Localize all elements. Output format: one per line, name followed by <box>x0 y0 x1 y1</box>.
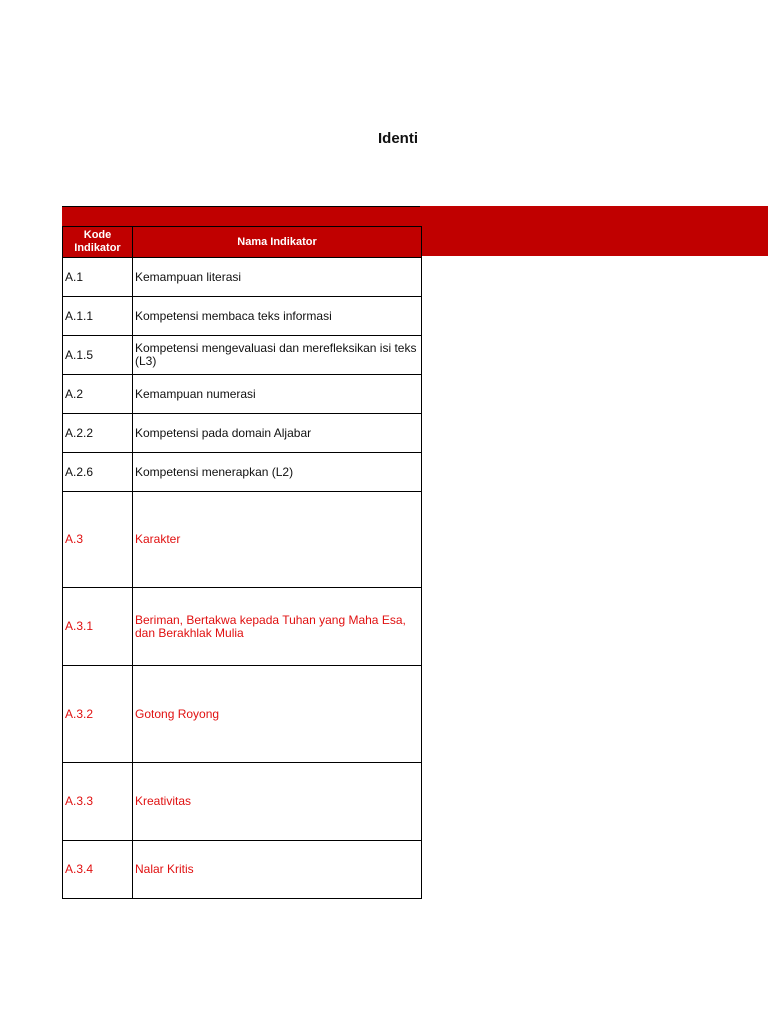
header-band <box>62 206 768 226</box>
table-row <box>63 453 422 492</box>
indicator-code: A.2 <box>63 375 133 414</box>
table-row <box>63 258 422 297</box>
indicator-code: A.3.2 <box>63 666 133 763</box>
indicator-name: Kreativitas <box>133 763 422 841</box>
indicator-name: Kompetensi menerapkan (L2) <box>133 453 422 492</box>
page-title: Identi <box>378 130 418 147</box>
indicator-code: A.1 <box>63 258 133 297</box>
indicator-name: Nalar Kritis <box>133 841 422 899</box>
table-top-border <box>62 206 420 207</box>
indicator-code: A.3 <box>63 492 133 588</box>
indicator-code: A.3.4 <box>63 841 133 899</box>
indicator-name: Kompetensi membaca teks informasi <box>133 297 422 336</box>
indicator-code: A.1.5 <box>63 336 133 375</box>
table-row <box>63 336 422 375</box>
indicator-name: Beriman, Bertakwa kepada Tuhan yang Maha Esa, dan Berakhlak Mulia <box>133 588 422 666</box>
indicator-name: Karakter <box>133 492 422 588</box>
indicator-code: A.2.2 <box>63 414 133 453</box>
table-row <box>63 588 422 666</box>
indicator-name: Kompetensi pada domain Aljabar <box>133 414 422 453</box>
table-header-row <box>63 227 422 258</box>
table-row <box>63 297 422 336</box>
indicator-name: Kompetensi mengevaluasi dan merefleksikan isi teks (L3) <box>133 336 422 375</box>
indicator-code: A.2.6 <box>63 453 133 492</box>
table-row <box>63 763 422 841</box>
column-header-code: Kode Indikator <box>63 227 133 258</box>
table-row <box>63 375 422 414</box>
indicator-code: A.3.3 <box>63 763 133 841</box>
table-row <box>63 492 422 588</box>
indicator-name: Kemampuan literasi <box>133 258 422 297</box>
table-row <box>63 414 422 453</box>
header-band-extension <box>421 226 768 256</box>
indicator-code: A.1.1 <box>63 297 133 336</box>
indicator-code: A.3.1 <box>63 588 133 666</box>
table-row <box>63 666 422 763</box>
column-header-name: Nama Indikator <box>133 227 422 258</box>
indicator-name: Kemampuan numerasi <box>133 375 422 414</box>
indicator-table <box>62 226 422 899</box>
indicator-name: Gotong Royong <box>133 666 422 763</box>
table-row <box>63 841 422 899</box>
